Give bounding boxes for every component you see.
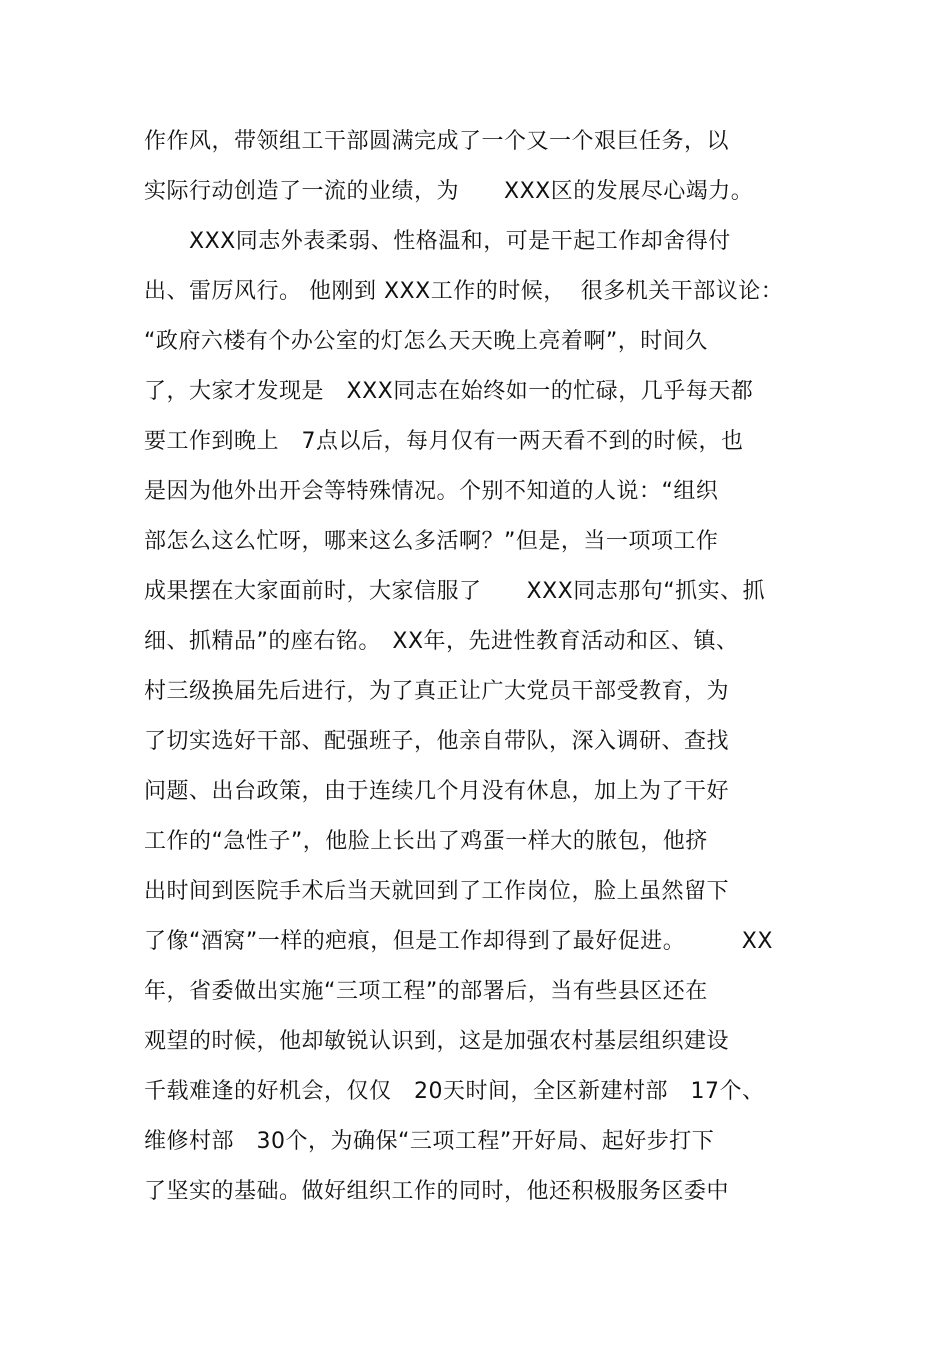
text-line: 要工作到晚上 7点以后，每月仅有一两天看不到的时候，也: [144, 429, 744, 454]
text-line: 观望的时候，他却敏锐认识到，这是加强农村基层组织建设: [144, 1029, 730, 1054]
text-line: 实际行动创造了一流的业绩，为 XXX区的发展尽心竭力。: [144, 179, 754, 204]
text-line: 作作风，带领组工干部圆满完成了一个又一个艰巨任务，以: [144, 129, 730, 154]
text-line: 部怎么这么忙呀，哪来这么多活啊？”但是，当一项项工作: [144, 529, 719, 554]
text-line: XXX同志外表柔弱、性格温和，可是干起工作却舍得付: [144, 229, 731, 254]
text-line: 问题、出台政策，由于连续几个月没有休息，加上为了干好: [144, 779, 730, 804]
text-line: “政府六楼有个办公室的灯怎么天天晚上亮着啊”，时间久: [144, 329, 708, 354]
text-line: 了切实选好干部、配强班子，他亲自带队，深入调研、查找: [144, 729, 730, 754]
text-line: 了坚实的基础。做好组织工作的同时，他还积极服务区委中: [144, 1179, 730, 1204]
text-line: 是因为他外出开会等特殊情况。个别不知道的人说：“组织: [144, 479, 719, 504]
text-line: 千载难逢的好机会，仅仅 20天时间，全区新建村部 17个、: [144, 1079, 765, 1104]
text-line: 村三级换届先后进行，为了真正让广大党员干部受教育，为: [144, 679, 730, 704]
text-line: 成果摆在大家面前时，大家信服了 XXX同志那句“抓实、抓: [144, 579, 766, 604]
text-line: 了，大家才发现是 XXX同志在始终如一的忙碌，几乎每天都: [144, 379, 754, 404]
text-line: 维修村部 30个，为确保“三项工程”开好局、起好步打下: [144, 1129, 715, 1154]
text-line: 年，省委做出实施“三项工程”的部署后，当有些县区还在: [144, 979, 708, 1004]
text-line: 细、抓精品”的座右铭。 XX年，先进性教育活动和区、镇、: [144, 629, 739, 654]
text-line: 了像“酒窝”一样的疤痕，但是工作却得到了最好促进。 XX: [144, 929, 773, 954]
text-line: 出时间到医院手术后当天就回到了工作岗位，脸上虽然留下: [144, 879, 730, 904]
text-line: 出、雷厉风行。 他刚到 XXX工作的时候， 很多机关干部议论：: [144, 279, 784, 304]
text-line: 工作的“急性子”，他脸上长出了鸡蛋一样大的脓包，他挤: [144, 829, 708, 854]
